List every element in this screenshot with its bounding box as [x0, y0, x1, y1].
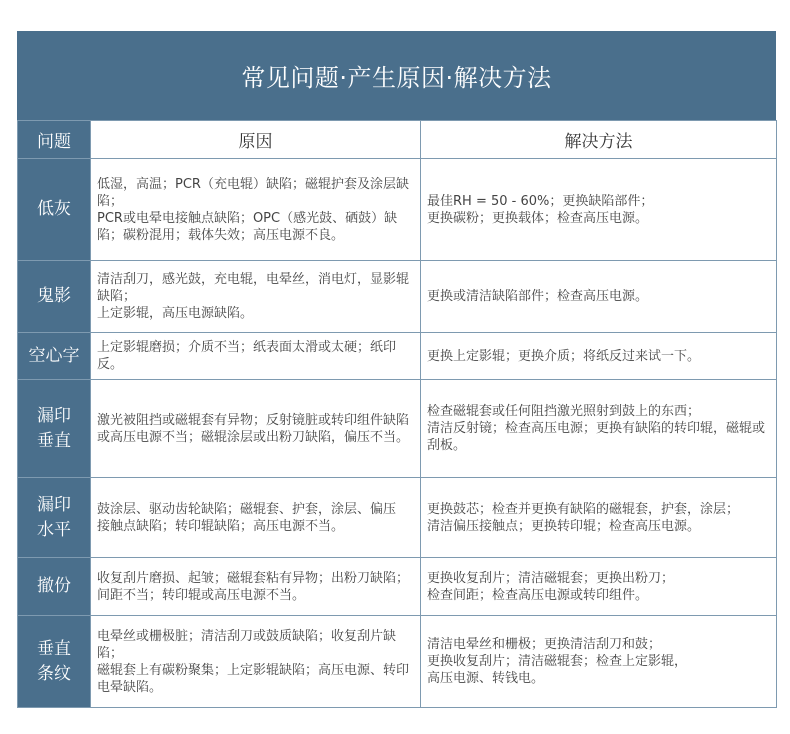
problem-label: 垂直 条纹	[37, 638, 71, 684]
header-solution: 解决方法	[421, 121, 777, 159]
header-cause: 原因	[91, 121, 421, 159]
solution-cell: 更换收复刮片；清洁磁辊套；更换出粉刀； 检查间距；检查高压电源或转印组件。	[421, 558, 777, 616]
header-problem: 问题	[18, 121, 91, 159]
solution-cell: 更换或清洁缺陷部件；检查高压电源。	[421, 261, 777, 333]
solution-cell: 更换上定影辊；更换介质；将纸反过来试一下。	[421, 333, 777, 380]
problem-label: 漏印 水平	[37, 494, 71, 540]
problem-label: 鬼影	[37, 286, 71, 306]
cause-cell: 清洁刮刀，感光鼓，充电辊，电晕丝，消电灯，显影辊缺陷； 上定影辊，高压电源缺陷。	[91, 261, 421, 333]
table-row	[18, 159, 777, 261]
problem-cell	[18, 478, 91, 558]
faq-table	[17, 120, 777, 708]
table-row	[18, 333, 777, 380]
problem-cell	[18, 380, 91, 478]
problem-label: 空心字	[28, 345, 80, 366]
cause-cell: 上定影辊磨损；介质不当；纸表面太滑或太硬；纸印反。	[91, 333, 421, 380]
problem-cell	[18, 616, 91, 708]
problem-cell	[18, 333, 91, 380]
problem-cell	[18, 558, 91, 616]
problem-label: 低灰	[37, 199, 71, 219]
problem-label: 漏印 垂直	[37, 405, 71, 451]
cause-cell: 鼓涂层、驱动齿轮缺陷；磁辊套、护套，涂层、偏压 接触点缺陷；转印辊缺陷；高压电源不当。	[91, 478, 421, 558]
solution-cell: 更换鼓芯；检查并更换有缺陷的磁辊套，护套，涂层； 清洁偏压接触点；更换转印辊；检查高压电源。	[421, 478, 777, 558]
cause-cell: 激光被阻挡或磁辊套有异物；反射镜脏或转印组件缺陷 或高压电源不当；磁辊涂层或出粉刀缺陷，偏压不当。	[91, 380, 421, 478]
problem-cell	[18, 159, 91, 261]
table-row	[18, 558, 777, 616]
table-row	[18, 478, 777, 558]
header-row	[18, 121, 777, 159]
cause-cell: 收复刮片磨损、起皱；磁辊套粘有异物；出粉刀缺陷； 间距不当；转印辊或高压电源不当。	[91, 558, 421, 616]
table-row	[18, 380, 777, 478]
solution-cell: 清洁电晕丝和栅极；更换清洁刮刀和鼓； 更换收复刮片；清洁磁辊套；检查上定影辊， 高压电源、转钱电。	[421, 616, 777, 708]
solution-cell: 检查磁辊套或任何阻挡激光照射到鼓上的东西； 清洁反射镜；检查高压电源；更换有缺陷的转印辊，磁辊或刮板。	[421, 380, 777, 478]
cause-cell: 电晕丝或栅极脏；清洁刮刀或鼓质缺陷；收复刮片缺陷； 磁辊套上有碳粉聚集；上定影辊缺陷；高压电源、转印电晕缺陷。	[91, 616, 421, 708]
cause-cell: 低湿，高温；PCR（充电辊）缺陷；磁辊护套及涂层缺陷； PCR或电晕电接触点缺陷；OPC（感光鼓、硒鼓）缺陷；碳粉混用；载体失效；高压电源不良。	[91, 159, 421, 261]
table-title: 常见问题·产生原因·解决方法	[17, 31, 776, 120]
problem-cell	[18, 261, 91, 333]
table-row	[18, 616, 777, 708]
solution-cell: 最佳RH = 50 - 60%；更换缺陷部件； 更换碳粉；更换载体；检查高压电源。	[421, 159, 777, 261]
table-row	[18, 261, 777, 333]
problem-label: 撤份	[37, 576, 71, 596]
faq-table-card	[17, 31, 776, 708]
